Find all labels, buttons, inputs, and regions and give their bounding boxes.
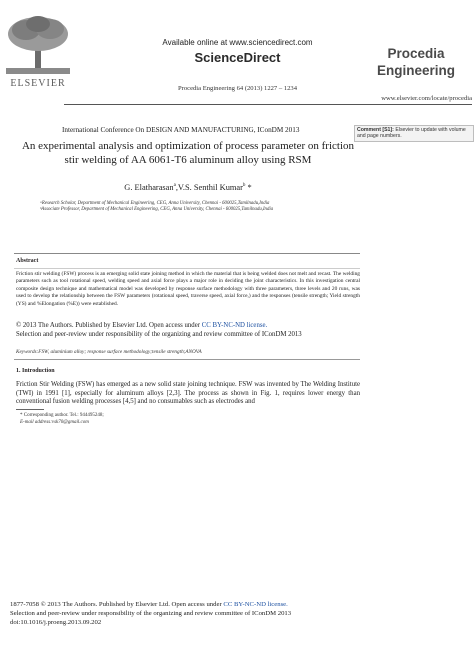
footer-license-link[interactable]: CC BY-NC-ND license. xyxy=(223,601,288,608)
conference-name: International Conference On DESIGN AND MANUFACTURING, IConDM 2013 xyxy=(62,126,300,134)
footnote-rule xyxy=(16,409,44,410)
peer-review-text: Selection and peer-review under responsibility of the organizing and review committee of IConDM 2013 xyxy=(16,330,302,338)
journal-name-line2: Engineering xyxy=(376,63,455,78)
introduction-heading: 1. Introduction xyxy=(16,368,55,374)
comment-annotation[interactable] xyxy=(354,125,474,142)
comment-label: Comment [S1]: xyxy=(357,127,394,133)
journal-name xyxy=(362,45,470,79)
abstract-body: Friction stir welding (FSW) process is an emerging solid state joining method in which the material that is being welded does not melt and recast. The welding parameters such as tool rotational speed, welding speed and axial force plays a major role in deciding the joint characteristics. In this investigation central composite design technique and mathematical model was developed by response surface methodology with three parameters, three levels and 20 runs, was used to develop the relationship between the FSW parameters (rotational speed, traverse speed, axial force,) and the responses (tensile strength; Yield strength (YS) and %Elongation (%E)) were established. xyxy=(16,271,360,307)
journal-name-line1: Procedia xyxy=(387,46,445,61)
author-line xyxy=(20,183,356,192)
elsevier-tree-logo xyxy=(2,14,74,76)
keywords-rule xyxy=(14,359,360,360)
abstract-top-rule xyxy=(14,253,360,254)
corresponding-mark: * xyxy=(245,183,252,192)
journal-url[interactable]: www.elsevier.com/locate/procedia xyxy=(381,95,472,102)
available-online-text: Available online at www.sciencedirect.com xyxy=(162,38,313,47)
footnote-corresponding-author: * Corresponding author. Tel.: 944495248; xyxy=(20,413,104,418)
doi[interactable]: doi:10.1016/j.proeng.2013.09.202 xyxy=(10,619,102,626)
journal-citation: Procedia Engineering 64 (2013) 1227 – 1234 xyxy=(177,85,298,92)
elsevier-wordmark: ELSEVIER xyxy=(10,78,66,89)
affiliation-a: ᵃResearch Scholar, Department of Mechanical Engineering, CEG, Anna University, Chennai - 600025,Tamilnadu,India xyxy=(40,201,270,206)
sciencedirect-logo: ScienceDirect xyxy=(194,50,281,65)
footnote-email: E-mail address:vsk70@gmail.com xyxy=(20,420,89,425)
abstract-heading: Abstract xyxy=(16,258,39,264)
author-1-superscript: a xyxy=(173,183,176,189)
comment-text: Elsevier to update with volume and page numbers. xyxy=(357,127,466,140)
author-2: ,V.S. Senthil Kumar xyxy=(175,183,243,192)
abstract-heading-rule xyxy=(14,268,360,269)
page-footer xyxy=(10,600,370,627)
paper-title: An experimental analysis and optimization of process parameter on friction stir welding of AA 6061-T6 aluminum alloy using RSM xyxy=(21,140,355,166)
copyright-text: © 2013 The Authors. Published by Elsevier Ltd. Open access under xyxy=(16,322,202,329)
author-2-superscript: b xyxy=(242,183,246,189)
header-divider xyxy=(64,104,472,105)
keywords: Keywords:FSW, aluminium alloy; response surface methodology;tensile strength;ANOVA xyxy=(16,349,202,355)
affiliation-b: ᵇAssociate Professor, Department of Mechanical Engineering, CEG, Anna University, Chennai - 600025,Tamilnadu,India xyxy=(40,207,274,212)
license-link[interactable]: CC BY-NC-ND license. xyxy=(201,322,268,329)
footer-selection: Selection and peer-review under responsibility of the organizing and review committee of IConDM 2013 xyxy=(10,610,292,617)
copyright-notice xyxy=(16,322,360,340)
issn-copyright: 1877-7058 © 2013 The Authors. Published by Elsevier Ltd. Open access under xyxy=(10,601,224,608)
author-1: G. Elatharasan xyxy=(124,183,174,192)
introduction-body: Friction Stir Welding (FSW) has emerged as a new solid state joining technique. FSW was invented by The Welding Institute (TWI) in 1991 [1], especially for aluminum alloys [2,3]. The process as shown in Fig. 1, requires lower energy than conventional fusion welding processes [4,5] and no consumables such as electrodes and xyxy=(16,381,360,406)
